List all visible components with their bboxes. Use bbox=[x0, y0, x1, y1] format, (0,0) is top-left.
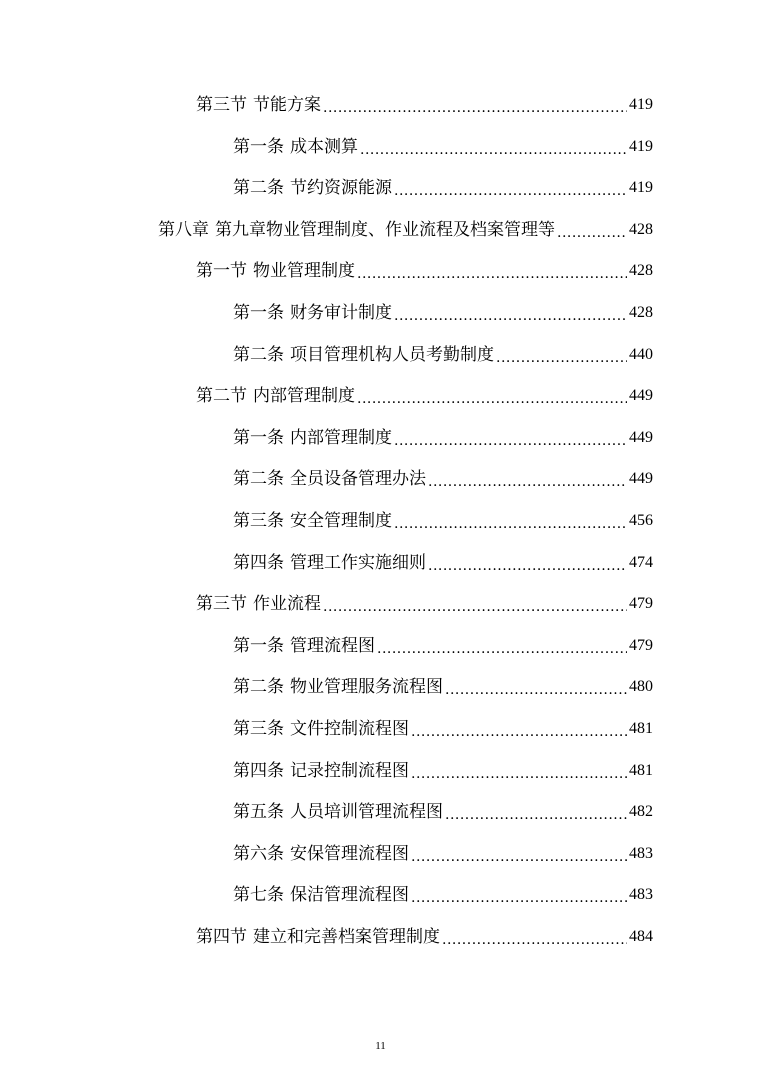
toc-entry-label bbox=[196, 922, 440, 952]
toc-entry[interactable] bbox=[233, 714, 653, 744]
toc-entry-label bbox=[196, 589, 321, 619]
toc-entry[interactable] bbox=[233, 173, 653, 203]
toc-entry-title: 成本测算 bbox=[290, 137, 358, 157]
toc-entry-page: 428 bbox=[629, 304, 653, 321]
toc-entry[interactable] bbox=[233, 880, 653, 910]
toc-entry-label bbox=[233, 631, 375, 661]
toc-leader-dots bbox=[411, 762, 627, 786]
toc-leader-dots bbox=[411, 845, 627, 869]
toc-leader-dots bbox=[394, 429, 627, 453]
toc-entry-title: 记录控制流程图 bbox=[290, 761, 409, 781]
toc-entry-title: 财务审计制度 bbox=[290, 303, 392, 323]
toc-entry-title: 内部管理制度 bbox=[290, 428, 392, 448]
toc-entry-number: 第三节 bbox=[196, 594, 247, 614]
toc-entry-number: 第二条 bbox=[233, 345, 284, 365]
toc-entry-page: 419 bbox=[629, 138, 653, 155]
toc-entry-page: 481 bbox=[629, 762, 653, 779]
toc-entry-number: 第一条 bbox=[233, 428, 284, 448]
toc-entry[interactable] bbox=[158, 215, 653, 245]
toc-entry[interactable] bbox=[196, 90, 653, 120]
toc-entry-page: 449 bbox=[629, 429, 653, 446]
toc-leader-dots bbox=[377, 637, 627, 661]
toc-leader-dots bbox=[428, 470, 627, 494]
toc-entry-number: 第五条 bbox=[233, 802, 284, 822]
toc-entry-number: 第六条 bbox=[233, 844, 284, 864]
toc-entry-page: 419 bbox=[629, 179, 653, 196]
toc-entry-label bbox=[233, 132, 358, 162]
toc-entry-number: 第二条 bbox=[233, 677, 284, 697]
toc-entry-title: 管理工作实施细则 bbox=[290, 553, 426, 573]
toc-leader-dots bbox=[445, 678, 627, 702]
page-number: 11 bbox=[375, 1040, 386, 1052]
toc-entry-number: 第二条 bbox=[233, 469, 284, 489]
toc-entry-number: 第八章 bbox=[158, 220, 209, 240]
toc-entry[interactable] bbox=[233, 298, 653, 328]
toc-entry[interactable] bbox=[233, 756, 653, 786]
toc-entry-number: 第七条 bbox=[233, 885, 284, 905]
toc-entry-label bbox=[233, 756, 409, 786]
toc-entry-number: 第二条 bbox=[233, 178, 284, 198]
toc-entry-title: 物业管理制度 bbox=[253, 261, 355, 281]
toc-entry[interactable] bbox=[233, 340, 653, 370]
toc-entry-label bbox=[196, 256, 355, 286]
toc-entry-label bbox=[233, 880, 409, 910]
toc-entry[interactable] bbox=[196, 256, 653, 286]
toc-leader-dots bbox=[357, 387, 627, 411]
toc-leader-dots bbox=[428, 554, 627, 578]
toc-leader-dots bbox=[411, 720, 627, 744]
toc-entry-label bbox=[196, 381, 355, 411]
toc-entry-label bbox=[158, 215, 555, 245]
toc-leader-dots bbox=[496, 346, 627, 370]
toc-leader-dots bbox=[442, 928, 627, 952]
toc-entry-label bbox=[196, 90, 321, 120]
toc-leader-dots bbox=[445, 803, 627, 827]
toc-entry-title: 节约资源能源 bbox=[290, 178, 392, 198]
toc-leader-dots bbox=[557, 221, 627, 245]
toc-entry-number: 第四条 bbox=[233, 761, 284, 781]
toc-leader-dots bbox=[394, 179, 627, 203]
toc-entry[interactable] bbox=[233, 506, 653, 536]
toc-leader-dots bbox=[411, 886, 627, 910]
toc-entry-label bbox=[233, 298, 392, 328]
toc-leader-dots bbox=[394, 304, 627, 328]
toc-entry-number: 第二节 bbox=[196, 386, 247, 406]
toc-entry[interactable] bbox=[233, 464, 653, 494]
toc-entry[interactable] bbox=[233, 548, 653, 578]
toc-entry-title: 节能方案 bbox=[253, 95, 321, 115]
toc-entry-label bbox=[233, 839, 409, 869]
toc-leader-dots bbox=[360, 138, 627, 162]
toc-leader-dots bbox=[323, 595, 627, 619]
toc-entry-page: 482 bbox=[629, 803, 653, 820]
toc-entry-title: 第九章物业管理制度、作业流程及档案管理等 bbox=[215, 220, 555, 240]
toc-entry-number: 第三节 bbox=[196, 95, 247, 115]
toc-entry-number: 第四节 bbox=[196, 927, 247, 947]
toc-entry-label bbox=[233, 423, 392, 453]
toc-entry[interactable] bbox=[233, 132, 653, 162]
toc-entry-label bbox=[233, 173, 392, 203]
toc-entry-title: 安保管理流程图 bbox=[290, 844, 409, 864]
toc-entry-number: 第三条 bbox=[233, 511, 284, 531]
toc-entry-page: 483 bbox=[629, 845, 653, 862]
toc-entry-number: 第一条 bbox=[233, 636, 284, 656]
toc-leader-dots bbox=[357, 262, 627, 286]
toc-entry-label bbox=[233, 340, 494, 370]
toc-entry-page: 474 bbox=[629, 554, 653, 571]
toc-entry-number: 第三条 bbox=[233, 719, 284, 739]
toc-entry-label bbox=[233, 672, 443, 702]
toc-entry-title: 人员培训管理流程图 bbox=[290, 802, 443, 822]
toc-entry[interactable] bbox=[233, 672, 653, 702]
toc-entry-title: 物业管理服务流程图 bbox=[290, 677, 443, 697]
toc-entry-label bbox=[233, 548, 426, 578]
toc-entry-label bbox=[233, 797, 443, 827]
toc-entry-number: 第四条 bbox=[233, 553, 284, 573]
toc-entry[interactable] bbox=[196, 922, 653, 952]
toc-entry[interactable] bbox=[196, 381, 653, 411]
toc-entry-title: 保洁管理流程图 bbox=[290, 885, 409, 905]
toc-entry-label bbox=[233, 506, 392, 536]
toc-entry-label bbox=[233, 464, 426, 494]
toc-entry[interactable] bbox=[233, 631, 653, 661]
toc-entry-title: 作业流程 bbox=[253, 594, 321, 614]
toc-entry-page: 479 bbox=[629, 595, 653, 612]
toc-entry[interactable] bbox=[233, 423, 653, 453]
toc-entry[interactable] bbox=[196, 589, 653, 619]
toc-entry-page: 440 bbox=[629, 346, 653, 363]
toc-entry-page: 484 bbox=[629, 928, 653, 945]
toc-entry-title: 项目管理机构人员考勤制度 bbox=[290, 345, 494, 365]
toc-entry-page: 479 bbox=[629, 637, 653, 654]
toc-entry-page: 481 bbox=[629, 720, 653, 737]
toc-entry-page: 428 bbox=[629, 221, 653, 238]
toc-entry-page: 483 bbox=[629, 886, 653, 903]
toc-entry-page: 428 bbox=[629, 262, 653, 279]
toc-entry-title: 内部管理制度 bbox=[253, 386, 355, 406]
toc-entry-page: 456 bbox=[629, 512, 653, 529]
toc-entry-title: 建立和完善档案管理制度 bbox=[253, 927, 440, 947]
toc-entry-page: 449 bbox=[629, 470, 653, 487]
toc-entry-title: 安全管理制度 bbox=[290, 511, 392, 531]
toc-entry-page: 419 bbox=[629, 96, 653, 113]
toc-entry-title: 管理流程图 bbox=[290, 636, 375, 656]
toc-entry-number: 第一条 bbox=[233, 303, 284, 323]
toc-leader-dots bbox=[394, 512, 627, 536]
toc-entry-label bbox=[233, 714, 409, 744]
toc-entry-number: 第一条 bbox=[233, 137, 284, 157]
toc-entry-number: 第一节 bbox=[196, 261, 247, 281]
toc-entry-title: 全员设备管理办法 bbox=[290, 469, 426, 489]
toc-entry[interactable] bbox=[233, 797, 653, 827]
toc-entry-title: 文件控制流程图 bbox=[290, 719, 409, 739]
toc-entry-page: 449 bbox=[629, 387, 653, 404]
toc-entry[interactable] bbox=[233, 839, 653, 869]
toc-entry-page: 480 bbox=[629, 678, 653, 695]
toc-leader-dots bbox=[323, 96, 627, 120]
